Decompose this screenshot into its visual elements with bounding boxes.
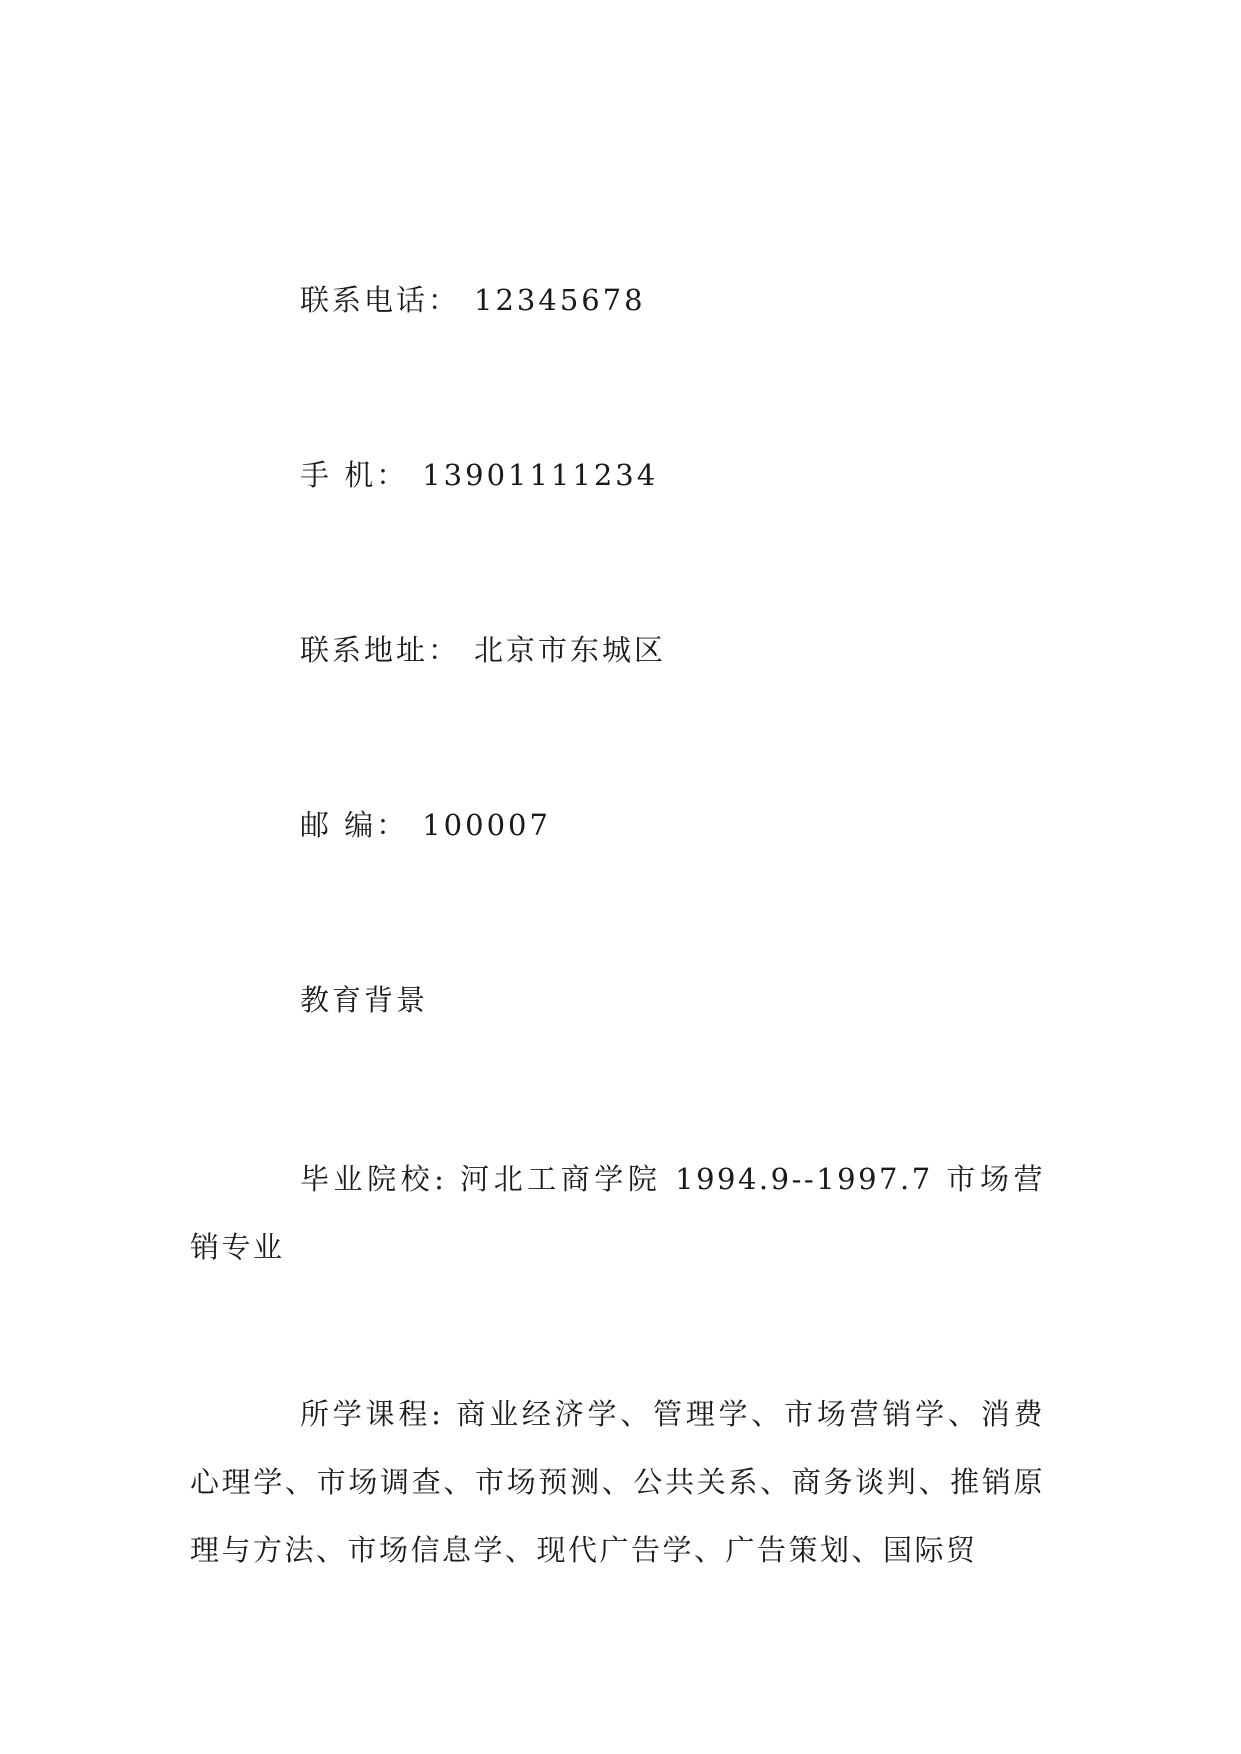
phone-label: 联系电话：: [300, 283, 461, 317]
postcode-value: 100007: [422, 808, 551, 842]
school-paragraph: 毕业院校: 河北工商学院 1994.9--1997.7 市场营销专业: [190, 1162, 1045, 1264]
address-line: [300, 630, 666, 670]
phone-line: [300, 280, 646, 320]
postcode-line: [300, 805, 551, 845]
postcode-label: 邮 编：: [300, 808, 409, 842]
address-value: 北京市东城区: [474, 633, 667, 667]
mobile-value: 13901111234: [422, 458, 659, 492]
education-heading: 教育背景: [300, 983, 429, 1017]
mobile-line: [300, 455, 658, 495]
mobile-label: 手 机：: [300, 458, 409, 492]
phone-value: 12345678: [474, 283, 646, 317]
courses-paragraph: 所学课程: 商业经济学、管理学、市场营销学、消费心理学、市场调查、市场预测、公共关系、商务谈判、推销原理与方法、市场信息学、现代广告学、广告策划、国际贸: [190, 1397, 1045, 1567]
address-label: 联系地址：: [300, 633, 461, 667]
